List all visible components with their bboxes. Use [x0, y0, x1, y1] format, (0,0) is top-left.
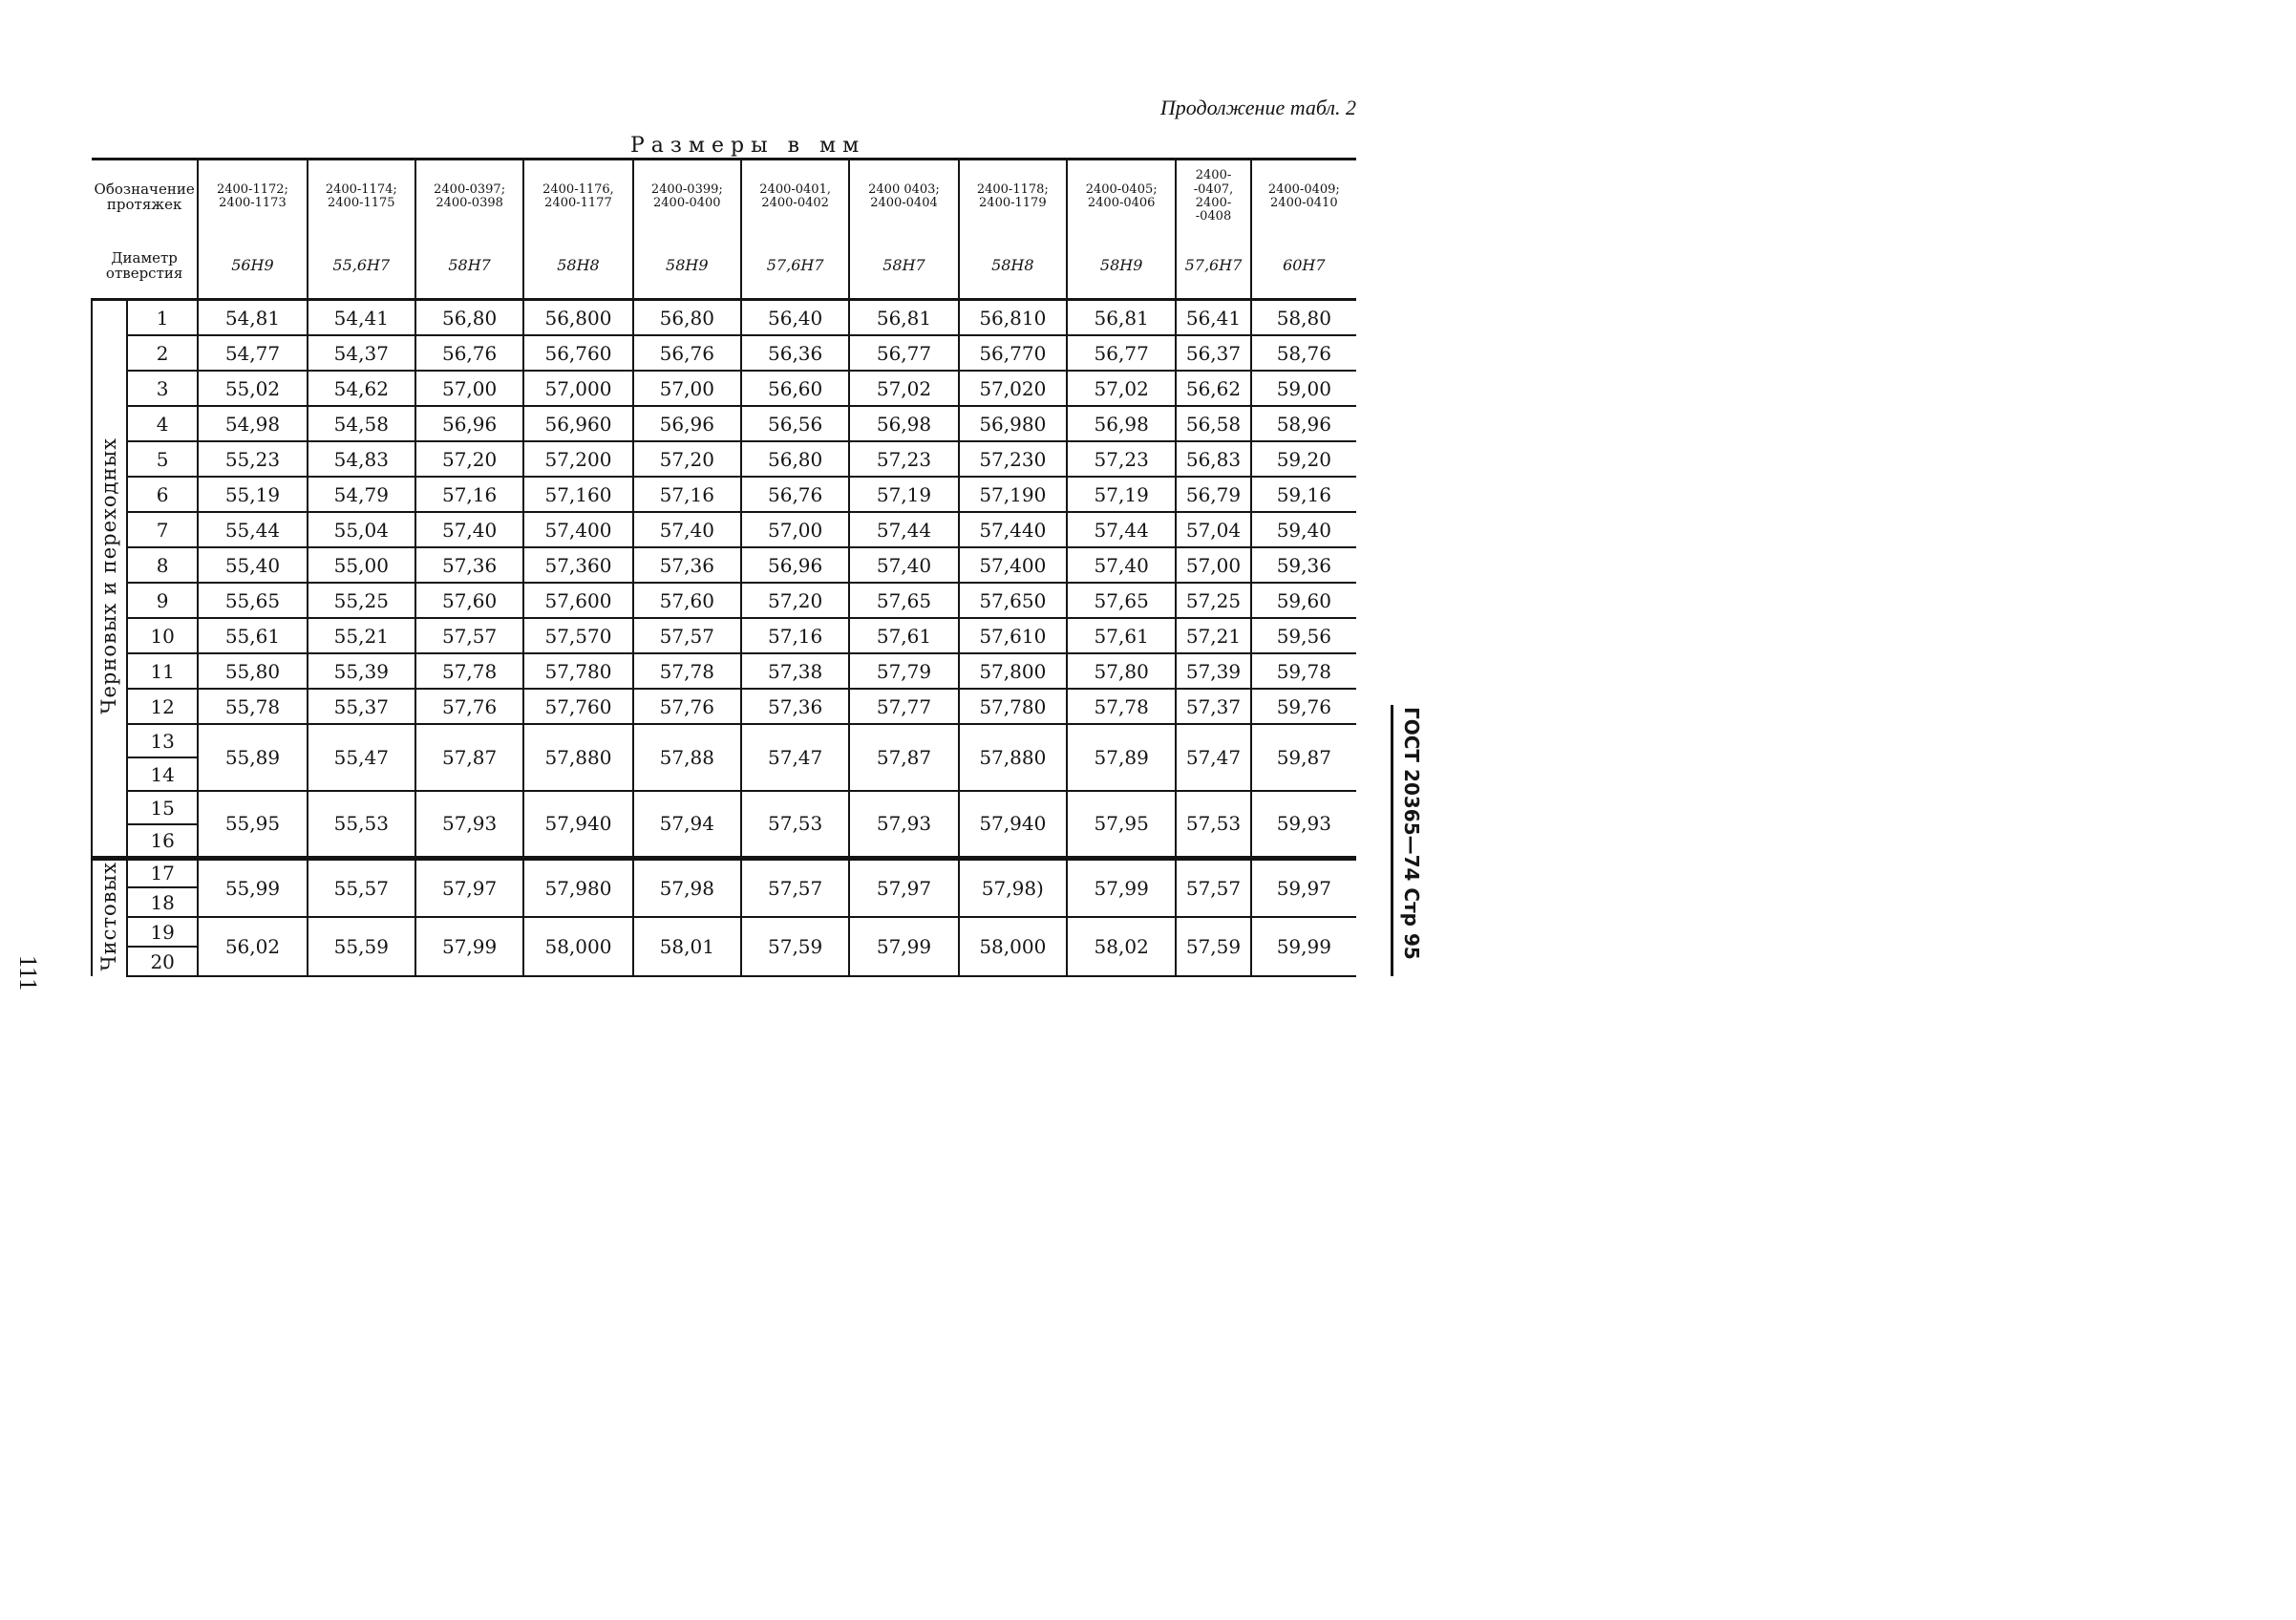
value-cell: 56,760: [523, 335, 632, 371]
value-cell: 57,00: [1176, 547, 1250, 583]
value-cell: 57,79: [849, 653, 958, 689]
tooth-number: 19: [127, 917, 198, 947]
value-cell: 56,02: [198, 917, 307, 976]
value-cell: 57,00: [415, 371, 523, 406]
value-cell: 57,77: [849, 689, 958, 724]
table-row: [92, 441, 1356, 477]
tooth-number: 17: [127, 858, 198, 887]
value-cell: 57,190: [959, 477, 1067, 512]
designation-cell: 2400-1178; 2400-1179: [959, 160, 1067, 234]
table-row: [92, 371, 1356, 406]
value-cell: 59,87: [1251, 724, 1356, 791]
designation-cell: 2400-0405; 2400-0406: [1067, 160, 1176, 234]
value-cell: 55,95: [198, 791, 307, 858]
value-cell: 57,16: [741, 618, 849, 653]
value-cell: 57,16: [415, 477, 523, 512]
gost-reference: ГОСТ 20365—74 Стр 95: [1400, 707, 1423, 960]
value-cell: 54,83: [308, 441, 415, 477]
value-cell: 57,02: [1067, 371, 1176, 406]
value-cell: 57,200: [523, 441, 632, 477]
value-cell: 57,880: [959, 724, 1067, 791]
value-cell: 58,01: [633, 917, 741, 976]
tooth-number: 1: [127, 300, 198, 336]
designation-cell: 2400-0401, 2400-0402: [741, 160, 849, 234]
value-cell: 56,800: [523, 300, 632, 336]
tooth-number: 9: [127, 583, 198, 618]
value-cell: 55,59: [308, 917, 415, 976]
value-cell: 54,58: [308, 406, 415, 441]
value-cell: 55,89: [198, 724, 307, 791]
value-cell: 57,89: [1067, 724, 1176, 791]
value-cell: 56,56: [741, 406, 849, 441]
value-cell: 57,60: [633, 583, 741, 618]
value-cell: 58,02: [1067, 917, 1176, 976]
tooth-number: 20: [127, 947, 198, 976]
value-cell: 57,59: [1176, 917, 1250, 976]
value-cell: 57,16: [633, 477, 741, 512]
diameter-cell: 56H9: [198, 233, 307, 300]
value-cell: 57,23: [849, 441, 958, 477]
value-cell: 57,04: [1176, 512, 1250, 547]
value-cell: 56,96: [741, 547, 849, 583]
value-cell: 54,98: [198, 406, 307, 441]
tooth-number: 13: [127, 724, 198, 757]
value-cell: 55,80: [198, 653, 307, 689]
value-cell: 57,80: [1067, 653, 1176, 689]
value-cell: 54,41: [308, 300, 415, 336]
value-cell: 57,20: [741, 583, 849, 618]
value-cell: 57,760: [523, 689, 632, 724]
value-cell: 55,61: [198, 618, 307, 653]
value-cell: 57,650: [959, 583, 1067, 618]
value-cell: 56,77: [1067, 335, 1176, 371]
value-cell: 55,25: [308, 583, 415, 618]
value-cell: 54,77: [198, 335, 307, 371]
value-cell: 56,770: [959, 335, 1067, 371]
table-row: [92, 335, 1356, 371]
value-cell: 56,76: [741, 477, 849, 512]
value-cell: 57,37: [1176, 689, 1250, 724]
value-cell: 56,96: [633, 406, 741, 441]
value-cell: 57,230: [959, 441, 1067, 477]
value-cell: 57,98): [959, 858, 1067, 917]
tooth-number: 16: [127, 824, 198, 858]
value-cell: 57,00: [741, 512, 849, 547]
value-cell: 57,02: [849, 371, 958, 406]
value-cell: 57,780: [959, 689, 1067, 724]
value-cell: 57,65: [849, 583, 958, 618]
value-cell: 55,21: [308, 618, 415, 653]
value-cell: 57,93: [415, 791, 523, 858]
designation-cell: 2400-0399; 2400-0400: [633, 160, 741, 234]
tooth-number: 12: [127, 689, 198, 724]
value-cell: 57,53: [1176, 791, 1250, 858]
tooth-number: 6: [127, 477, 198, 512]
value-cell: 57,57: [741, 858, 849, 917]
value-cell: 57,61: [849, 618, 958, 653]
value-cell: 57,61: [1067, 618, 1176, 653]
value-cell: 56,83: [1176, 441, 1250, 477]
tooth-number: 4: [127, 406, 198, 441]
table-row: [92, 583, 1356, 618]
designation-cell: 2400-0409; 2400-0410: [1251, 160, 1356, 234]
table-row: [92, 724, 1356, 757]
value-cell: 57,94: [633, 791, 741, 858]
value-cell: 56,79: [1176, 477, 1250, 512]
value-cell: 57,78: [1067, 689, 1176, 724]
tooth-number: 7: [127, 512, 198, 547]
value-cell: 57,60: [415, 583, 523, 618]
value-cell: 55,23: [198, 441, 307, 477]
value-cell: 56,77: [849, 335, 958, 371]
value-cell: 57,88: [633, 724, 741, 791]
value-cell: 57,99: [415, 917, 523, 976]
tooth-number: 3: [127, 371, 198, 406]
group-label-finish: [92, 858, 127, 976]
value-cell: 56,41: [1176, 300, 1250, 336]
continuation-caption: Продолжение табл. 2: [1159, 96, 1356, 119]
value-cell: 55,40: [198, 547, 307, 583]
table-row: [92, 300, 1356, 336]
designation-row: [92, 160, 1356, 234]
value-cell: 56,81: [849, 300, 958, 336]
value-cell: 57,87: [849, 724, 958, 791]
value-cell: 57,44: [849, 512, 958, 547]
value-cell: 57,44: [1067, 512, 1176, 547]
table-row: [92, 791, 1356, 824]
value-cell: 55,65: [198, 583, 307, 618]
value-cell: 55,99: [198, 858, 307, 917]
designation-cell: 2400-0397; 2400-0398: [415, 160, 523, 234]
value-cell: 58,76: [1251, 335, 1356, 371]
table-row: [92, 547, 1356, 583]
value-cell: 54,79: [308, 477, 415, 512]
tooth-number: 5: [127, 441, 198, 477]
value-cell: 56,80: [633, 300, 741, 336]
table-row: [92, 917, 1356, 947]
value-cell: 55,00: [308, 547, 415, 583]
value-cell: 57,36: [741, 689, 849, 724]
designation-cell: 2400-1174; 2400-1175: [308, 160, 415, 234]
value-cell: 56,80: [741, 441, 849, 477]
value-cell: 57,880: [523, 724, 632, 791]
value-cell: 57,65: [1067, 583, 1176, 618]
diameter-cell: 58H7: [849, 233, 958, 300]
diameter-cell: 58H8: [959, 233, 1067, 300]
diameter-cell: 58H9: [1067, 233, 1176, 300]
units-caption: Размеры в мм: [630, 134, 866, 158]
value-cell: 57,40: [415, 512, 523, 547]
value-cell: 59,56: [1251, 618, 1356, 653]
value-cell: 56,76: [415, 335, 523, 371]
value-cell: 57,93: [849, 791, 958, 858]
table-row: [92, 858, 1356, 887]
value-cell: 57,78: [633, 653, 741, 689]
table-row: [92, 689, 1356, 724]
value-cell: 58,000: [523, 917, 632, 976]
value-cell: 56,37: [1176, 335, 1250, 371]
value-cell: 59,00: [1251, 371, 1356, 406]
diameter-cell: 58H7: [415, 233, 523, 300]
value-cell: 56,40: [741, 300, 849, 336]
designation-cell: 2400-1172; 2400-1173: [198, 160, 307, 234]
value-cell: 57,38: [741, 653, 849, 689]
value-cell: 57,99: [1067, 858, 1176, 917]
table-row: [92, 406, 1356, 441]
value-cell: 57,36: [415, 547, 523, 583]
value-cell: 57,59: [741, 917, 849, 976]
value-cell: 56,98: [1067, 406, 1176, 441]
value-cell: 54,37: [308, 335, 415, 371]
value-cell: 57,23: [1067, 441, 1176, 477]
tooth-number: 2: [127, 335, 198, 371]
table-row: [92, 618, 1356, 653]
value-cell: 57,25: [1176, 583, 1250, 618]
value-cell: 57,40: [633, 512, 741, 547]
value-cell: 55,78: [198, 689, 307, 724]
designation-cell: 2400 0403; 2400-0404: [849, 160, 958, 234]
value-cell: 57,57: [415, 618, 523, 653]
group-label-rough: [92, 300, 127, 859]
gost-divider: [1391, 705, 1393, 976]
value-cell: 57,57: [633, 618, 741, 653]
group-label-rough-text: Черновых и переходных: [96, 437, 120, 715]
value-cell: 57,980: [523, 858, 632, 917]
diameter-cell: 55,6H7: [308, 233, 415, 300]
tooth-number: 15: [127, 791, 198, 824]
value-cell: 57,20: [633, 441, 741, 477]
diameter-cell: 60H7: [1251, 233, 1356, 300]
value-cell: 58,96: [1251, 406, 1356, 441]
value-cell: 57,53: [741, 791, 849, 858]
value-cell: 57,21: [1176, 618, 1250, 653]
diameter-cell: 58H8: [523, 233, 632, 300]
value-cell: 57,78: [415, 653, 523, 689]
value-cell: 59,36: [1251, 547, 1356, 583]
value-cell: 57,57: [1176, 858, 1250, 917]
value-cell: 57,19: [1067, 477, 1176, 512]
value-cell: 57,95: [1067, 791, 1176, 858]
value-cell: 58,80: [1251, 300, 1356, 336]
value-cell: 56,36: [741, 335, 849, 371]
value-cell: 56,96: [415, 406, 523, 441]
value-cell: 59,97: [1251, 858, 1356, 917]
value-cell: 59,78: [1251, 653, 1356, 689]
value-cell: 55,04: [308, 512, 415, 547]
value-cell: 57,97: [415, 858, 523, 917]
value-cell: 57,99: [849, 917, 958, 976]
diameter-cell: 57,6H7: [1176, 233, 1250, 300]
value-cell: 55,44: [198, 512, 307, 547]
value-cell: 56,62: [1176, 371, 1250, 406]
value-cell: 57,400: [959, 547, 1067, 583]
table-row: [92, 477, 1356, 512]
value-cell: 56,810: [959, 300, 1067, 336]
rough-group-body: [92, 300, 1356, 859]
value-cell: 57,47: [1176, 724, 1250, 791]
value-cell: 57,76: [415, 689, 523, 724]
value-cell: 57,160: [523, 477, 632, 512]
value-cell: 57,400: [523, 512, 632, 547]
tooth-number: 11: [127, 653, 198, 689]
value-cell: 56,80: [415, 300, 523, 336]
value-cell: 57,800: [959, 653, 1067, 689]
value-cell: 57,40: [1067, 547, 1176, 583]
table-row: [92, 653, 1356, 689]
value-cell: 57,76: [633, 689, 741, 724]
value-cell: 55,47: [308, 724, 415, 791]
value-cell: 57,570: [523, 618, 632, 653]
value-cell: 57,440: [959, 512, 1067, 547]
value-cell: 57,47: [741, 724, 849, 791]
diameter-cell: 58H9: [633, 233, 741, 300]
value-cell: 57,610: [959, 618, 1067, 653]
value-cell: 57,40: [849, 547, 958, 583]
value-cell: 57,00: [633, 371, 741, 406]
designation-label: Обозначение протяжек: [92, 160, 198, 234]
value-cell: 57,39: [1176, 653, 1250, 689]
value-cell: 54,62: [308, 371, 415, 406]
value-cell: 59,16: [1251, 477, 1356, 512]
tooth-number: 14: [127, 757, 198, 791]
value-cell: 57,600: [523, 583, 632, 618]
value-cell: 59,99: [1251, 917, 1356, 976]
value-cell: 57,87: [415, 724, 523, 791]
value-cell: 56,76: [633, 335, 741, 371]
tooth-number: 10: [127, 618, 198, 653]
value-cell: 57,780: [523, 653, 632, 689]
value-cell: 59,93: [1251, 791, 1356, 858]
value-cell: 55,57: [308, 858, 415, 917]
value-cell: 55,39: [308, 653, 415, 689]
designation-cell: 2400-1176, 2400-1177: [523, 160, 632, 234]
page-number: 111: [14, 955, 42, 991]
value-cell: 56,58: [1176, 406, 1250, 441]
value-cell: 57,36: [633, 547, 741, 583]
value-cell: 59,20: [1251, 441, 1356, 477]
value-cell: 57,98: [633, 858, 741, 917]
diameter-label: Диаметр отверстия: [92, 233, 198, 300]
value-cell: 55,53: [308, 791, 415, 858]
finish-group-body: [92, 858, 1356, 976]
tooth-number: 18: [127, 887, 198, 917]
value-cell: 57,360: [523, 547, 632, 583]
value-cell: 56,81: [1067, 300, 1176, 336]
broaches-dimension-table: [91, 158, 1356, 977]
value-cell: 59,60: [1251, 583, 1356, 618]
value-cell: 57,940: [523, 791, 632, 858]
value-cell: 55,02: [198, 371, 307, 406]
value-cell: 57,19: [849, 477, 958, 512]
value-cell: 57,20: [415, 441, 523, 477]
value-cell: 56,980: [959, 406, 1067, 441]
value-cell: 57,97: [849, 858, 958, 917]
value-cell: 58,000: [959, 917, 1067, 976]
value-cell: 55,37: [308, 689, 415, 724]
value-cell: 55,19: [198, 477, 307, 512]
diameter-cell: 57,6H7: [741, 233, 849, 300]
value-cell: 56,98: [849, 406, 958, 441]
value-cell: 56,960: [523, 406, 632, 441]
diameter-row: [92, 233, 1356, 300]
group-label-finish-text: Чистовых: [96, 861, 120, 971]
value-cell: 59,76: [1251, 689, 1356, 724]
designation-cell: 2400- -0407, 2400- -0408: [1176, 160, 1250, 234]
value-cell: 57,940: [959, 791, 1067, 858]
value-cell: 57,020: [959, 371, 1067, 406]
value-cell: 54,81: [198, 300, 307, 336]
value-cell: 56,60: [741, 371, 849, 406]
value-cell: 57,000: [523, 371, 632, 406]
tooth-number: 8: [127, 547, 198, 583]
table-row: [92, 512, 1356, 547]
value-cell: 59,40: [1251, 512, 1356, 547]
